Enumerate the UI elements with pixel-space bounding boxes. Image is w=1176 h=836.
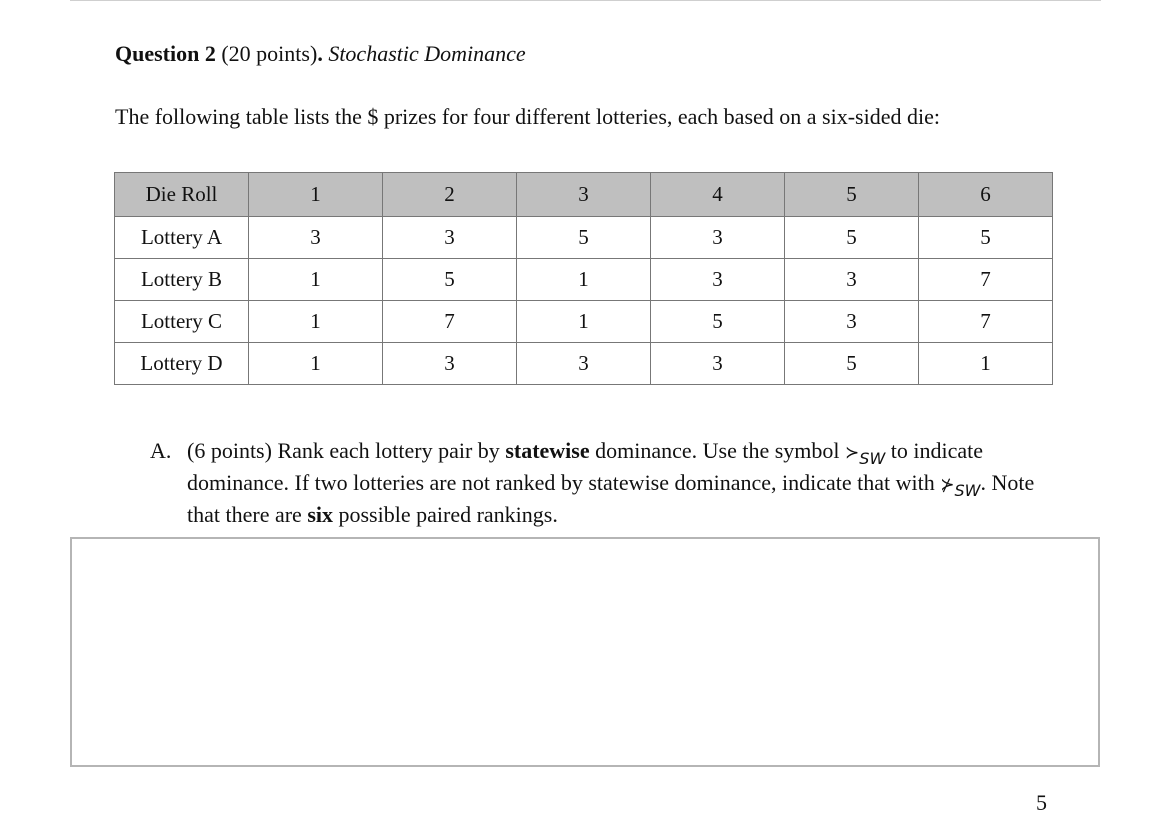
table-cell: 1 (249, 301, 383, 343)
table-cell: 3 (383, 343, 517, 385)
heading-separator: . (317, 41, 329, 66)
table-cell: 3 (383, 217, 517, 259)
row-label: Lottery D (115, 343, 249, 385)
question-label: Question 2 (115, 41, 216, 66)
not-dominance-symbol: ⊁ (940, 475, 955, 495)
part-a-letter: A. (150, 438, 172, 463)
header-cell: 4 (651, 173, 785, 217)
table-cell: 3 (249, 217, 383, 259)
table-cell: 5 (785, 343, 919, 385)
table-cell: 3 (651, 217, 785, 259)
part-a-text-2: dominance. Use the symbol (589, 438, 846, 463)
part-a-text-3: to indicate dominance. If two lotteries are not ranked by statewise dominance, indicate that with (187, 438, 984, 495)
header-cell: 6 (919, 173, 1053, 217)
table-cell: 5 (919, 217, 1053, 259)
table-row (115, 343, 1053, 385)
answer-box[interactable] (70, 537, 1100, 767)
header-cell: 5 (785, 173, 919, 217)
top-divider (70, 0, 1101, 1)
table-cell: 5 (651, 301, 785, 343)
table-row (115, 301, 1053, 343)
part-a-text-1: (6 points) Rank each lottery pair by (187, 438, 506, 463)
question-points: (20 points) (215, 41, 318, 66)
intro-text: The following table lists the $ prizes for four different lotteries, each based on a six-sided die: (115, 104, 940, 129)
table-cell: 1 (517, 301, 651, 343)
statewise-bold: statewise (505, 438, 590, 463)
table-cell: 1 (249, 343, 383, 385)
part-a-question (150, 436, 1050, 529)
table-cell: 7 (919, 259, 1053, 301)
part-a-text-5: possible paired rankings. (333, 502, 558, 527)
table-row (115, 217, 1053, 259)
lottery-prize-table (114, 172, 1053, 385)
dominance-symbol: ≻ (845, 443, 860, 463)
six-bold: six (307, 502, 333, 527)
table-cell: 3 (785, 259, 919, 301)
header-cell: 1 (249, 173, 383, 217)
table-header-row (115, 173, 1053, 217)
question-topic: Stochastic Dominance (328, 41, 526, 66)
table-cell: 7 (919, 301, 1053, 343)
dominance-subscript: SW (859, 449, 886, 468)
part-a-text (187, 436, 1050, 529)
table-cell: 3 (651, 259, 785, 301)
row-label: Lottery A (115, 217, 249, 259)
table-cell: 5 (517, 217, 651, 259)
table-row (115, 259, 1053, 301)
table-cell: 1 (517, 259, 651, 301)
part-a-text-4: . Note that there are (187, 470, 1035, 527)
table-cell: 1 (919, 343, 1053, 385)
not-dominance-subscript: SW (954, 481, 981, 500)
row-label: Lottery B (115, 259, 249, 301)
table-cell: 5 (383, 259, 517, 301)
question-heading (115, 41, 526, 67)
row-label: Lottery C (115, 301, 249, 343)
table-cell: 3 (651, 343, 785, 385)
header-cell: 2 (383, 173, 517, 217)
table-cell: 1 (249, 259, 383, 301)
header-cell: 3 (517, 173, 651, 217)
table-cell: 3 (517, 343, 651, 385)
table-cell: 5 (785, 217, 919, 259)
table-cell: 7 (383, 301, 517, 343)
table-cell: 3 (785, 301, 919, 343)
page-number: 5 (1036, 790, 1047, 815)
header-cell-label: Die Roll (115, 173, 249, 217)
